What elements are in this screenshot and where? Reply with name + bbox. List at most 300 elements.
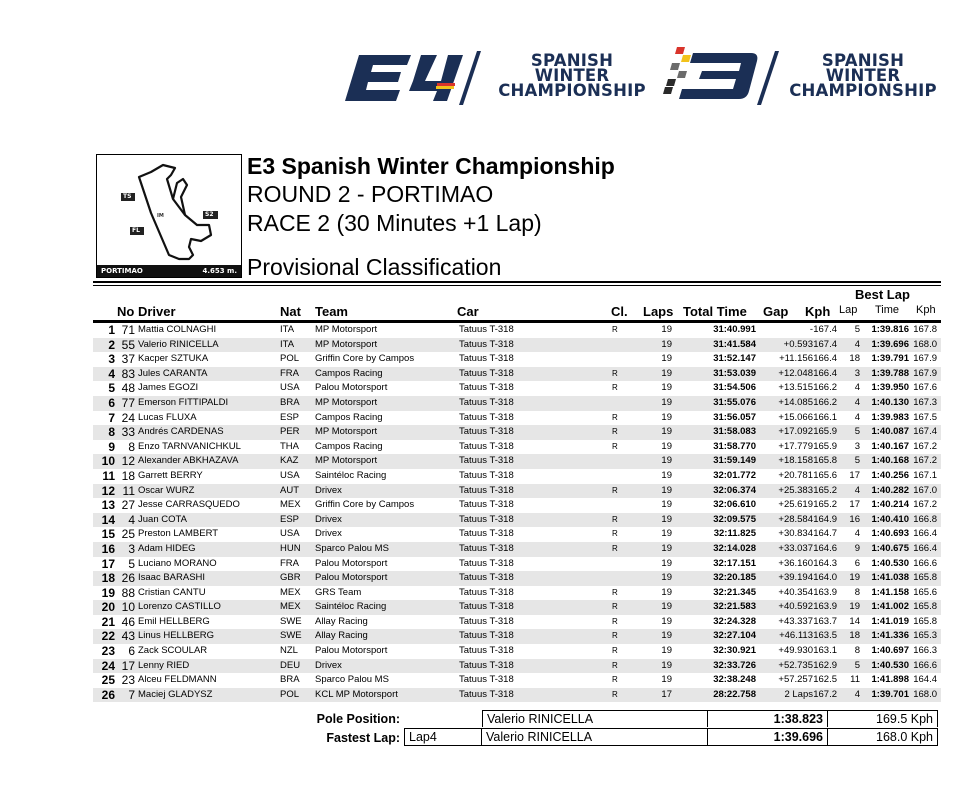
car-number: 11 (122, 483, 135, 498)
avg-kph: 164.9 (813, 513, 837, 525)
car-model: Tatuus T-318 (459, 586, 514, 598)
best-lap-number: 4 (854, 484, 860, 496)
best-lap-time: 1:40.130 (871, 396, 909, 408)
total-time: 31:54.506 (713, 382, 756, 394)
nationality: BRA (280, 674, 300, 686)
best-lap-kph: 167.0 (913, 484, 937, 496)
gap: +57.257 (778, 674, 813, 686)
total-time: 31:55.076 (713, 396, 756, 408)
championship-title: E3 Spanish Winter Championship (247, 153, 615, 179)
gap: - (809, 324, 813, 335)
best-lap-number: 19 (849, 601, 860, 613)
table-row (93, 629, 941, 644)
avg-kph: 166.4 (813, 367, 837, 379)
col-best-lap: Lap (839, 304, 858, 316)
team-name: Palou Motorsport (315, 557, 388, 569)
avg-kph: 162.5 (813, 674, 837, 686)
car-number: 24 (121, 410, 135, 425)
gap: 2 Laps (784, 688, 813, 700)
nationality: NZL (280, 645, 298, 657)
document-header (247, 152, 615, 281)
best-lap-time: 1:39.950 (871, 382, 909, 394)
best-lap-time: 1:39.696 (871, 338, 909, 350)
driver-name: Luciano MORANO (138, 557, 217, 569)
best-lap-number: 18 (849, 353, 860, 365)
car-number: 46 (121, 614, 135, 629)
car-model: Tatuus T-318 (459, 469, 514, 481)
col-team: Team (315, 304, 348, 319)
class-flag: R (612, 441, 618, 451)
nationality: AUT (280, 484, 299, 496)
best-lap-time: 1:40.693 (871, 528, 909, 540)
laps-count: 19 (661, 528, 672, 540)
car-number: 71 (121, 323, 135, 337)
pole-driver: Valerio RINICELLA (482, 710, 708, 727)
driver-name: Zack SCOULAR (138, 645, 208, 657)
driver-name: Emerson FITTIPALDI (138, 396, 229, 408)
position: 3 (108, 352, 115, 367)
laps-count: 19 (661, 455, 672, 467)
total-time: 32:30.921 (713, 645, 756, 657)
col-laps: Laps (643, 304, 674, 319)
gap: +14.085 (778, 396, 813, 408)
nationality: ITA (280, 338, 295, 350)
avg-kph: 167.2 (813, 688, 837, 700)
avg-kph: 164.7 (813, 528, 837, 540)
col-car: Car (457, 304, 479, 319)
team-name: GRS Team (315, 586, 362, 598)
gap: +39.194 (778, 572, 813, 584)
best-lap-number: 5 (854, 426, 860, 438)
gap: +25.383 (778, 484, 813, 496)
car-model: Tatuus T-318 (459, 411, 514, 423)
best-lap-time: 1:39.983 (871, 411, 909, 423)
team-name: Sparco Palou MS (315, 542, 389, 554)
avg-kph: 162.9 (813, 659, 837, 671)
car-number: 27 (121, 498, 135, 513)
class-flag: R (612, 631, 618, 641)
avg-kph: 164.6 (813, 542, 837, 554)
position: 15 (101, 527, 115, 542)
car-model: Tatuus T-318 (459, 601, 514, 613)
total-time: 31:53.039 (713, 367, 756, 379)
table-row (93, 352, 941, 367)
class-flag: R (612, 689, 618, 699)
best-lap-number: 16 (849, 513, 860, 525)
car-number: 77 (121, 395, 135, 410)
team-name: Palou Motorsport (315, 572, 388, 584)
avg-kph: 164.0 (813, 572, 837, 584)
laps-count: 19 (661, 324, 672, 335)
laps-count: 19 (661, 601, 672, 613)
gap: +40.592 (778, 601, 813, 613)
total-time: 32:11.825 (713, 528, 756, 540)
laps-count: 19 (661, 586, 672, 598)
gap: +15.066 (778, 411, 813, 423)
col-total-time: Total Time (683, 304, 747, 319)
fastest-lap-label: Fastest Lap: (326, 731, 400, 745)
avg-kph: 163.5 (813, 630, 837, 642)
driver-name: Maciej GLADYSZ (138, 688, 213, 700)
car-number: 88 (121, 585, 135, 600)
best-lap-number: 4 (854, 411, 860, 423)
laps-count: 19 (661, 542, 672, 554)
laps-count: 19 (661, 426, 672, 438)
table-row (93, 381, 941, 396)
class-flag: R (612, 427, 618, 437)
team-name: Drivex (315, 484, 342, 496)
nationality: DEU (280, 659, 301, 671)
gap: +11.156 (779, 353, 813, 365)
team-name: MP Motorsport (315, 426, 378, 438)
col-best-lap-group: Best Lap (855, 287, 910, 302)
total-time: 32:09.575 (713, 513, 756, 525)
car-number: 4 (128, 512, 135, 527)
avg-kph: 165.9 (813, 440, 837, 452)
team-name: MP Motorsport (315, 338, 378, 350)
nationality: HUN (280, 542, 301, 554)
position: 19 (101, 585, 115, 600)
car-number: 55 (121, 337, 135, 352)
car-number: 7 (128, 687, 135, 702)
laps-count: 19 (661, 659, 672, 671)
total-time: 31:58.083 (713, 426, 756, 438)
position: 1 (108, 323, 115, 337)
table-row (93, 688, 941, 703)
laps-count: 17 (661, 688, 672, 700)
nationality: ESP (280, 513, 300, 525)
fastest-lap-speed: 168.0 Kph (828, 728, 938, 746)
avg-kph: 167.4 (813, 324, 837, 335)
position: 5 (108, 381, 115, 396)
laps-count: 19 (661, 645, 672, 657)
best-lap-number: 6 (854, 557, 860, 569)
e4-mark-icon (345, 47, 485, 109)
e3-logo-text: SPANISH WINTER CHAMPIONSHIP (789, 51, 937, 100)
best-lap-time: 1:41.898 (871, 674, 909, 686)
best-lap-time: 1:41.019 (871, 615, 909, 627)
best-lap-kph: 165.8 (913, 601, 937, 613)
circuit-layout-icon (97, 155, 241, 265)
nationality: USA (280, 469, 300, 481)
best-lap-time: 1:40.530 (871, 659, 909, 671)
best-lap-number: 17 (849, 499, 860, 511)
track-length: 4.653 m. (202, 267, 237, 275)
car-model: Tatuus T-318 (459, 367, 514, 379)
class-flag: R (612, 587, 618, 597)
car-number: 10 (121, 600, 135, 615)
avg-kph: 166.2 (813, 396, 837, 408)
team-name: Campos Racing (315, 367, 383, 379)
class-flag: R (612, 412, 618, 422)
class-flag: R (612, 383, 618, 393)
driver-name: James EGOZI (138, 382, 199, 394)
total-time: 31:58.770 (713, 440, 756, 452)
laps-count: 19 (661, 674, 672, 686)
table-row (93, 454, 941, 469)
best-lap-kph: 164.4 (913, 674, 937, 686)
e4-logo (345, 47, 657, 109)
best-lap-time: 1:40.282 (871, 484, 909, 496)
car-model: Tatuus T-318 (459, 426, 514, 438)
gap: +36.160 (778, 557, 813, 569)
avg-kph: 164.3 (813, 557, 837, 569)
best-lap-kph: 167.2 (913, 499, 937, 511)
driver-name: Kacper SZTUKA (138, 353, 209, 365)
best-lap-number: 11 (850, 674, 860, 686)
position: 21 (101, 614, 115, 629)
gap: +40.354 (778, 586, 813, 598)
team-name: Allay Racing (315, 630, 368, 642)
car-number: 33 (121, 425, 135, 440)
driver-name: Cristian CANTU (138, 586, 206, 598)
total-time: 32:20.185 (713, 572, 756, 584)
table-row (93, 542, 941, 557)
driver-name: Juan COTA (138, 513, 187, 525)
car-model: Tatuus T-318 (459, 557, 514, 569)
best-lap-number: 14 (849, 615, 860, 627)
position: 26 (101, 687, 115, 702)
col-kph: Kph (805, 304, 831, 319)
best-lap-time: 1:40.675 (871, 542, 909, 554)
best-lap-time: 1:41.336 (871, 630, 909, 642)
driver-name: Lucas FLUXA (138, 411, 197, 423)
position: 11 (102, 468, 115, 483)
class-flag: R (612, 529, 618, 539)
col-best-kph: Kph (916, 304, 936, 316)
col-nat: Nat (280, 304, 301, 319)
best-lap-kph: 168.0 (913, 688, 937, 700)
best-lap-kph: 167.9 (913, 353, 937, 365)
class-flag: R (612, 325, 618, 334)
team-name: Allay Racing (315, 615, 368, 627)
car-number: 17 (121, 658, 135, 673)
best-lap-time: 1:40.410 (871, 513, 909, 525)
avg-kph: 165.2 (813, 484, 837, 496)
total-time: 32:33.726 (713, 659, 756, 671)
nationality: FRA (280, 367, 299, 379)
best-lap-time: 1:40.168 (871, 455, 909, 467)
avg-kph: 167.4 (813, 338, 837, 350)
table-row (93, 411, 941, 426)
nationality: MEX (280, 586, 301, 598)
car-model: Tatuus T-318 (459, 572, 514, 584)
col-best-time: Time (875, 304, 900, 316)
driver-name: Preston LAMBERT (138, 528, 219, 540)
car-model: Tatuus T-318 (459, 455, 514, 467)
best-lap-number: 4 (854, 338, 860, 350)
best-lap-kph: 167.1 (913, 469, 937, 481)
laps-count: 19 (661, 382, 672, 394)
e3-logo (663, 47, 945, 109)
results-table-header (93, 286, 941, 320)
class-flag: R (612, 543, 618, 553)
class-flag: R (612, 660, 618, 670)
laps-count: 19 (661, 353, 672, 365)
table-row (93, 513, 941, 528)
best-lap-kph: 167.3 (913, 396, 937, 408)
avg-kph: 166.4 (813, 353, 837, 365)
best-lap-kph: 167.5 (913, 411, 937, 423)
car-model: Tatuus T-318 (459, 630, 514, 642)
col-gap: Gap (763, 304, 789, 319)
best-lap-kph: 167.4 (913, 426, 937, 438)
gap: +12.048 (778, 367, 813, 379)
nationality: ITA (280, 324, 295, 335)
class-flag: R (612, 368, 618, 378)
car-model: Tatuus T-318 (459, 324, 514, 335)
laps-count: 19 (661, 469, 672, 481)
table-row (93, 367, 941, 382)
nationality: THA (280, 440, 299, 452)
total-time: 32:27.104 (713, 630, 756, 642)
driver-name: Garrett BERRY (138, 469, 203, 481)
best-lap-kph: 166.4 (913, 542, 937, 554)
car-model: Tatuus T-318 (459, 484, 514, 496)
team-name: Saintéloc Racing (315, 469, 387, 481)
driver-name: Mattia COLNAGHI (138, 324, 217, 335)
car-model: Tatuus T-318 (459, 542, 514, 554)
team-name: Drivex (315, 659, 342, 671)
table-row (93, 338, 941, 353)
fastest-lap-time: 1:39.696 (708, 728, 828, 746)
position: 24 (101, 658, 115, 673)
team-name: KCL MP Motorsport (315, 688, 398, 700)
best-lap-number: 3 (854, 440, 860, 452)
car-number: 25 (121, 527, 135, 542)
table-row (93, 396, 941, 411)
avg-kph: 166.1 (813, 411, 837, 423)
best-lap-time: 1:40.530 (871, 557, 909, 569)
laps-count: 19 (661, 338, 672, 350)
position: 9 (108, 439, 115, 454)
position: 14 (101, 512, 115, 527)
table-row (93, 498, 941, 513)
table-row (93, 615, 941, 630)
team-name: MP Motorsport (315, 455, 378, 467)
best-lap-kph: 167.2 (913, 440, 937, 452)
nationality: POL (280, 353, 300, 365)
nationality: SWE (280, 615, 302, 627)
avg-kph: 165.8 (813, 455, 837, 467)
track-tag-s2: S2 (203, 211, 218, 219)
results-table-body (93, 323, 941, 702)
best-lap-time: 1:41.002 (871, 601, 909, 613)
best-lap-kph: 165.8 (913, 572, 937, 584)
gap: +52.735 (778, 659, 813, 671)
driver-name: Isaac BARASHI (138, 572, 206, 584)
best-lap-number: 4 (854, 382, 860, 394)
laps-count: 19 (661, 572, 672, 584)
track-name: PORTIMAO (101, 267, 143, 275)
class-flag: R (612, 675, 618, 685)
car-number: 5 (128, 556, 135, 571)
best-lap-kph: 168.0 (913, 338, 937, 350)
best-lap-kph: 167.8 (913, 324, 937, 335)
laps-count: 19 (661, 615, 672, 627)
best-lap-kph: 167.2 (913, 455, 937, 467)
total-time: 32:01.772 (713, 469, 756, 481)
total-time: 32:06.374 (713, 484, 756, 496)
track-footer (97, 265, 241, 277)
car-model: Tatuus T-318 (459, 688, 514, 700)
nationality: BRA (280, 396, 300, 408)
driver-name: Alexander ABKHAZAVA (138, 455, 239, 467)
table-row (93, 673, 941, 688)
total-time: 32:38.248 (713, 674, 756, 686)
team-name: Palou Motorsport (315, 645, 388, 657)
total-time: 31:41.584 (713, 338, 756, 350)
team-name: Drivex (315, 513, 342, 525)
laps-count: 19 (661, 557, 672, 569)
car-number: 3 (128, 541, 135, 556)
laps-count: 19 (661, 396, 672, 408)
gap: +20.781 (778, 469, 813, 481)
car-model: Tatuus T-318 (459, 645, 514, 657)
car-model: Tatuus T-318 (459, 659, 514, 671)
total-time: 31:59.149 (713, 455, 756, 467)
car-number: 23 (121, 673, 135, 688)
position: 22 (101, 629, 115, 644)
car-number: 18 (121, 468, 135, 483)
car-number: 48 (121, 381, 135, 396)
e3-mark-icon (663, 47, 783, 109)
classification-title: Provisional Classification (247, 254, 502, 280)
avg-kph: 165.2 (813, 499, 837, 511)
position: 12 (101, 483, 115, 498)
best-lap-number: 9 (854, 542, 860, 554)
car-model: Tatuus T-318 (459, 499, 514, 511)
best-lap-time: 1:40.214 (871, 499, 909, 511)
best-lap-time: 1:40.087 (871, 426, 909, 438)
race-title: RACE 2 (30 Minutes +1 Lap) (247, 210, 542, 236)
col-cl: Cl. (611, 304, 628, 319)
e4-logo-text: SPANISH WINTER CHAMPIONSHIP (498, 51, 646, 100)
nationality: POL (280, 688, 300, 700)
gap: +13.515 (778, 382, 813, 394)
pole-position-label: Pole Position: (316, 712, 400, 726)
avg-kph: 165.6 (813, 469, 837, 481)
nationality: GBR (280, 572, 301, 584)
best-lap-time: 1:41.158 (871, 586, 909, 598)
laps-count: 19 (661, 367, 672, 379)
laps-count: 19 (661, 513, 672, 525)
car-model: Tatuus T-318 (459, 440, 514, 452)
laps-count: 19 (661, 411, 672, 423)
laps-count: 19 (661, 630, 672, 642)
pole-speed: 169.5 Kph (828, 710, 938, 727)
nationality: PER (280, 426, 300, 438)
best-lap-time: 1:39.816 (871, 324, 909, 335)
laps-count: 19 (661, 440, 672, 452)
best-lap-kph: 166.3 (913, 645, 937, 657)
avg-kph: 165.9 (813, 426, 837, 438)
track-map (96, 154, 242, 278)
driver-name: Adam HIDEG (138, 542, 196, 554)
position: 17 (101, 556, 115, 571)
table-row (93, 425, 941, 440)
driver-name: Jules CARANTA (138, 367, 208, 379)
team-name: Palou Motorsport (315, 382, 388, 394)
best-lap-time: 1:39.788 (871, 367, 909, 379)
table-row (93, 571, 941, 586)
team-name: Campos Racing (315, 440, 383, 452)
class-flag: R (612, 616, 618, 626)
avg-kph: 166.2 (813, 382, 837, 394)
position: 16 (101, 541, 115, 556)
driver-name: Linus HELLBERG (138, 630, 215, 642)
class-flag: R (612, 485, 618, 495)
